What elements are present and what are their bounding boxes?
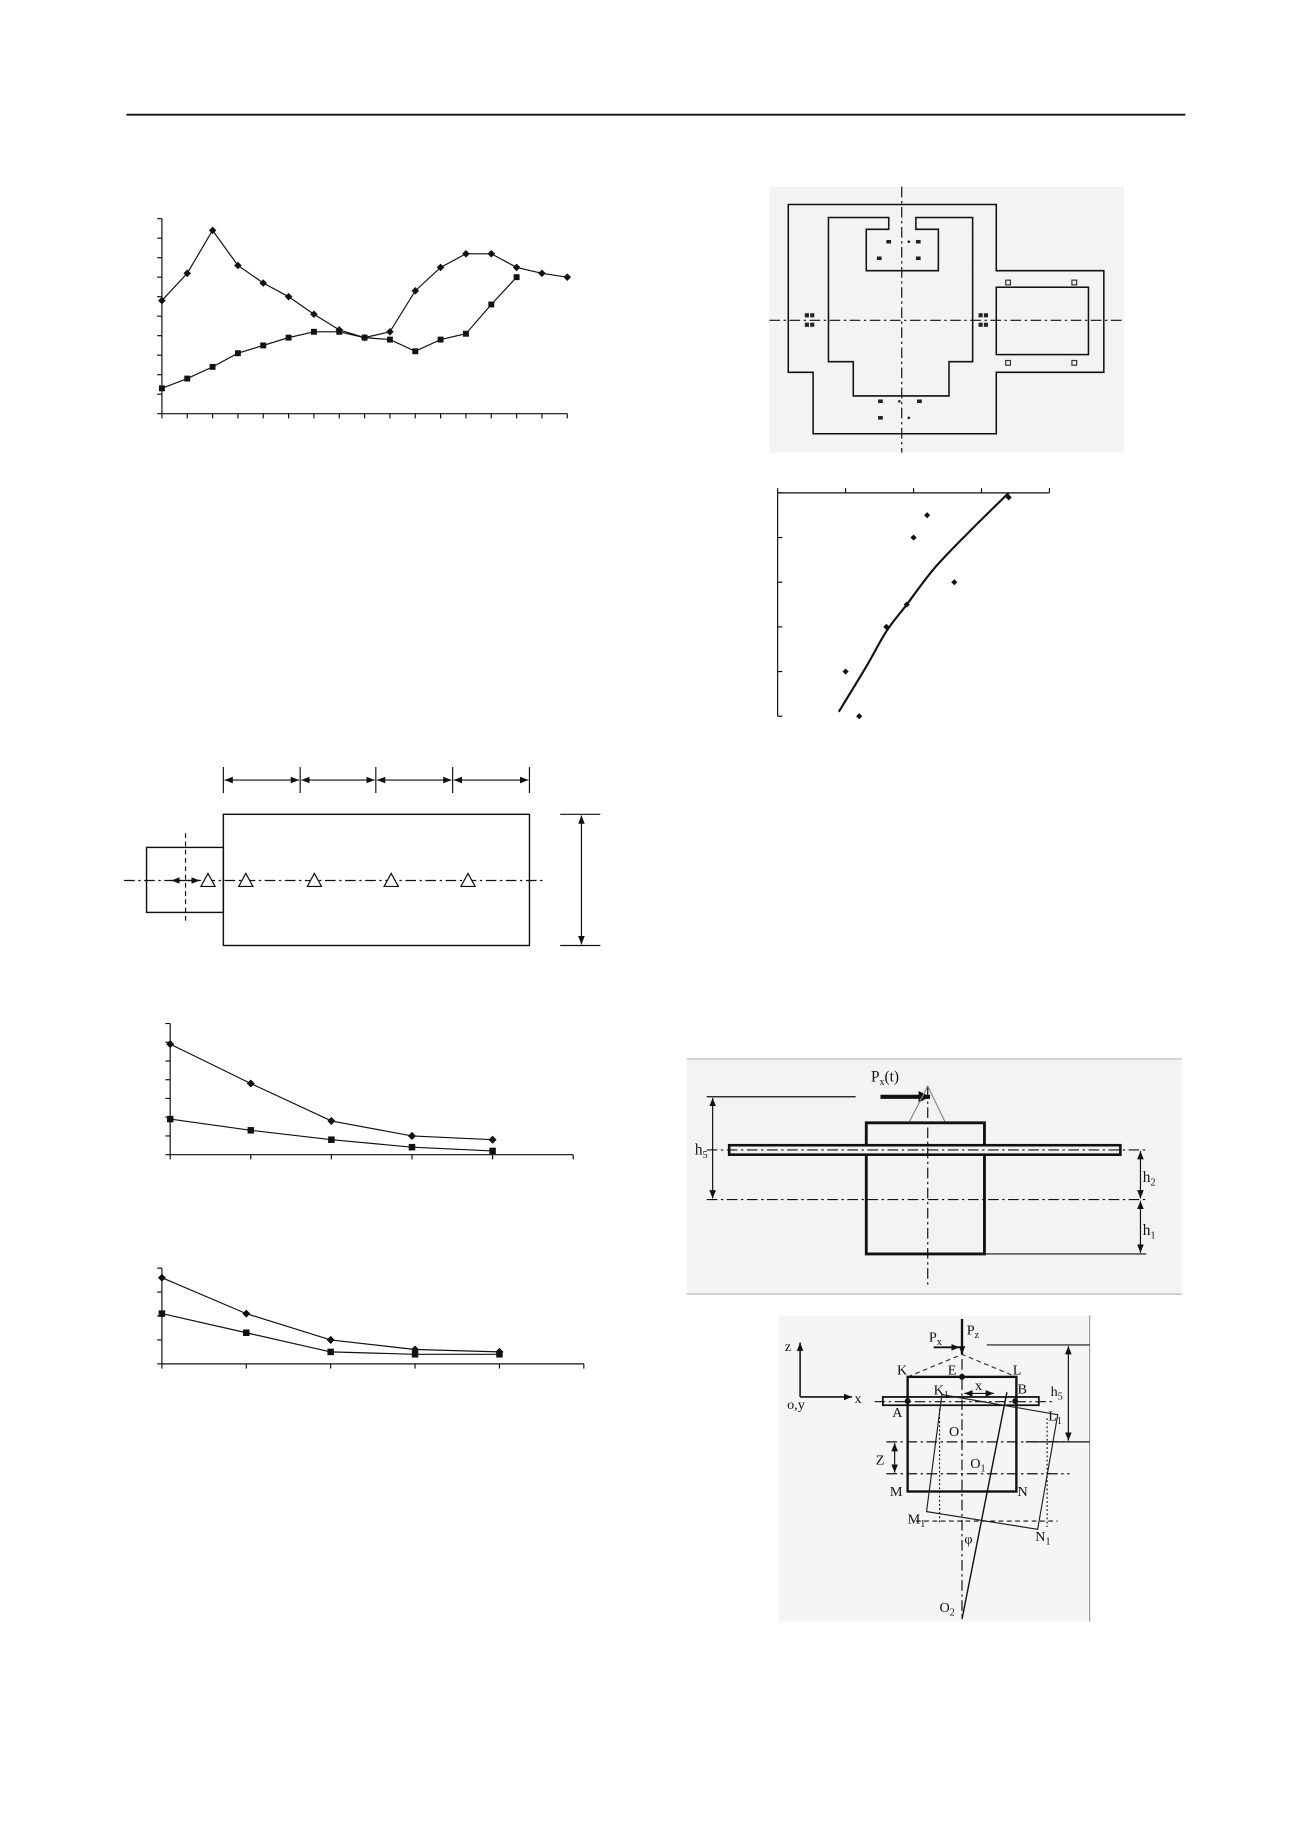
vertical-load-label-sub: z — [974, 1329, 980, 1341]
series-line — [162, 230, 567, 337]
measurement-layout-diagram — [124, 767, 600, 945]
sensor-marker — [805, 323, 809, 327]
data-point-square — [412, 348, 418, 354]
data-point-diamond — [310, 310, 318, 318]
data-point-square — [159, 1310, 166, 1317]
data-point-diamond — [924, 512, 930, 518]
trend-curve — [839, 493, 1009, 712]
sensor-marker — [898, 400, 901, 403]
floor-plan-diagram — [769, 187, 1124, 453]
data-point-square — [184, 376, 190, 382]
point-l-label: L — [1012, 1362, 1022, 1379]
data-point-square — [336, 329, 342, 335]
point-o1-label-main: O — [970, 1455, 981, 1472]
top-dimension-chain — [223, 767, 529, 793]
chart-4 — [157, 1268, 584, 1368]
sensor-marker — [916, 240, 921, 244]
right-dimension — [560, 814, 600, 945]
data-point-diamond — [327, 1117, 335, 1125]
data-point-diamond — [209, 227, 217, 235]
data-point-diamond — [408, 1132, 416, 1140]
point-n1-label-sub: 1 — [1045, 1536, 1051, 1548]
data-point-diamond — [856, 713, 862, 719]
x-offset-label: x — [974, 1377, 983, 1394]
data-point-diamond — [234, 262, 242, 270]
h5-label-main: h — [1050, 1383, 1058, 1400]
point-m1-label-main: M — [907, 1511, 921, 1528]
data-point-square — [235, 350, 241, 356]
data-point-square — [489, 1148, 496, 1155]
data-point-square — [409, 1144, 416, 1151]
chart-3 — [165, 1024, 573, 1160]
data-point-square — [159, 385, 165, 391]
point-o2-label-sub: 2 — [949, 1607, 955, 1619]
sensor-marker — [877, 257, 882, 261]
kinematic-diagram — [779, 1315, 1090, 1621]
data-point-diamond — [563, 273, 571, 281]
data-point-diamond — [489, 1136, 497, 1144]
load-label-sub: x — [879, 1076, 885, 1088]
sensor-marker — [878, 416, 883, 420]
data-point-diamond — [513, 264, 521, 272]
data-point-diamond — [487, 250, 495, 258]
point-o-label: O — [948, 1423, 960, 1440]
data-point-square — [496, 1351, 503, 1358]
data-point-square — [438, 337, 444, 343]
point-b-label: B — [1017, 1381, 1027, 1398]
data-point-square — [210, 364, 216, 370]
kinematic-diagram-background — [779, 1315, 1090, 1621]
data-point-diamond — [538, 270, 546, 278]
sensor-marker — [979, 313, 983, 317]
sensor-marker — [916, 257, 921, 261]
data-point-diamond — [327, 1336, 335, 1344]
h1-label-sub: 1 — [1150, 1230, 1156, 1242]
data-point-diamond — [285, 293, 293, 301]
sensor-marker — [979, 323, 983, 327]
sensor-marker — [878, 400, 883, 404]
point-m1-label-sub: 1 — [920, 1518, 926, 1530]
chart-1 — [157, 219, 571, 419]
data-point-diamond — [910, 534, 916, 540]
data-point-square — [167, 1116, 174, 1123]
chart-2 — [778, 488, 1050, 719]
h2-label-main: h — [1142, 1168, 1151, 1186]
point-b-dot — [1012, 1398, 1018, 1404]
data-point-diamond — [242, 1310, 250, 1318]
force-diagram — [687, 1059, 1182, 1294]
point-l1-label-sub: 1 — [1056, 1416, 1062, 1428]
data-point-square — [488, 302, 494, 308]
origin-label: o,y — [787, 1396, 805, 1413]
point-e-dot — [959, 1374, 965, 1380]
point-o2-label-main: O — [939, 1600, 950, 1617]
point-a-dot — [905, 1398, 911, 1404]
h5-label-main: h — [694, 1141, 703, 1159]
data-point-square — [248, 1127, 255, 1134]
data-point-diamond — [843, 668, 849, 674]
point-k-label: K — [896, 1362, 908, 1379]
point-k1-label-sub: 1 — [943, 1390, 949, 1402]
sensor-marker — [810, 323, 814, 327]
point-n-label: N — [1017, 1484, 1028, 1501]
data-point-square — [328, 1136, 335, 1143]
data-point-square — [286, 335, 292, 341]
rotation-angle-label: φ — [964, 1531, 973, 1548]
h5-label-sub: 5 — [702, 1150, 708, 1162]
data-point-diamond — [247, 1079, 255, 1087]
data-point-square — [463, 331, 469, 337]
vertical-load-label-main: P — [966, 1322, 975, 1339]
series-line — [162, 1314, 500, 1355]
data-point-square — [311, 329, 317, 335]
h5-label-sub: 5 — [1057, 1391, 1063, 1403]
z-offset-label: Z — [875, 1452, 885, 1469]
sensor-marker — [908, 240, 911, 243]
x-axis-label: x — [854, 1390, 862, 1407]
sensor-marker — [984, 323, 988, 327]
data-point-diamond — [462, 250, 470, 258]
force-diagram-background — [687, 1059, 1182, 1294]
point-o1-label-sub: 1 — [980, 1463, 986, 1475]
data-point-diamond — [951, 579, 957, 585]
data-point-square — [362, 335, 368, 341]
horizontal-load-label-main: P — [928, 1329, 937, 1346]
h1-label-main: h — [1142, 1222, 1151, 1240]
point-m-label: M — [889, 1484, 903, 1501]
data-point-square — [327, 1349, 334, 1356]
data-point-square — [260, 342, 266, 348]
load-label-tail: (t) — [884, 1068, 900, 1086]
data-point-square — [514, 274, 520, 280]
h2-label-sub: 2 — [1150, 1177, 1156, 1189]
point-a-label: A — [892, 1405, 903, 1422]
data-point-diamond — [166, 1040, 174, 1048]
data-point-diamond — [386, 328, 394, 336]
sensor-marker — [908, 417, 911, 420]
sensor-marker — [917, 400, 922, 404]
sensor-marker — [805, 313, 809, 317]
load-label — [871, 1068, 899, 1088]
sensor-marker — [810, 313, 814, 317]
point-n1-label-main: N — [1035, 1529, 1046, 1546]
data-point-diamond — [158, 1274, 166, 1282]
load-label-main: P — [870, 1068, 880, 1086]
sensor-marker — [886, 240, 891, 244]
data-point-square — [243, 1330, 250, 1337]
z-axis-label: z — [784, 1338, 792, 1355]
sensor-marker — [984, 313, 988, 317]
horizontal-load-label-sub: x — [936, 1336, 942, 1348]
data-point-square — [412, 1351, 419, 1358]
point-k1-label-main: K — [933, 1382, 944, 1399]
data-point-square — [387, 337, 393, 343]
point-e-label: E — [947, 1362, 957, 1379]
data-point-diamond — [259, 279, 267, 287]
point-l1-label-main: L — [1048, 1408, 1057, 1425]
